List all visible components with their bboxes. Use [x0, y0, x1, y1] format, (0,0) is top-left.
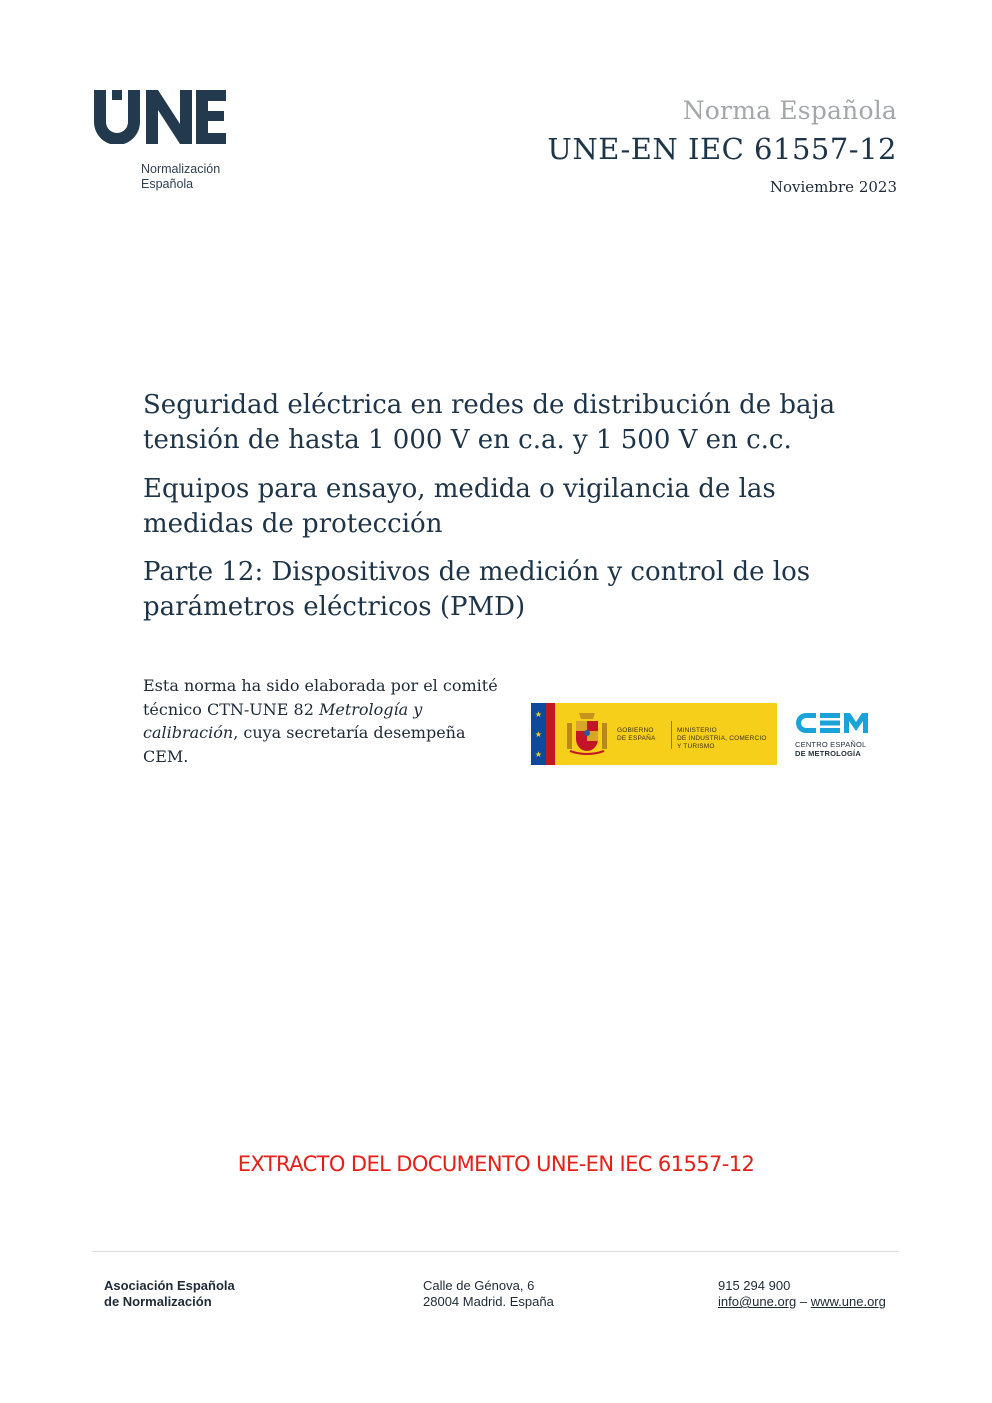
extract-notice: EXTRACTO DEL DOCUMENTO UNE-EN IEC 61557-12 [237, 1152, 755, 1176]
une-subtitle-line1: Normalización [141, 162, 221, 176]
footer-organization [104, 1278, 235, 1310]
ministerio-text [677, 727, 767, 751]
svg-text:★: ★ [534, 710, 543, 719]
cem-logo [790, 703, 885, 765]
footer-org-line1: Asociación Española [104, 1278, 235, 1293]
coat-of-arms-icon [565, 709, 609, 759]
footer-address [423, 1278, 554, 1310]
svg-text:★: ★ [534, 750, 543, 759]
une-wordmark-logo [92, 88, 228, 144]
committee-name: Metrología y calibración [143, 699, 423, 742]
footer-links [718, 1294, 886, 1310]
cem-line1: CENTRO ESPAÑOL [795, 740, 867, 749]
footer-divider [92, 1251, 899, 1252]
footer-email-link[interactable]: info@une.org [718, 1294, 797, 1309]
svg-text:★: ★ [534, 730, 543, 739]
footer-website-link[interactable]: www.une.org [810, 1294, 886, 1309]
eu-stars-icon [531, 703, 546, 765]
gobierno-text [617, 727, 656, 743]
ministerio-line3: Y TURISMO [677, 743, 715, 750]
cem-line2: DE METROLOGÍA [795, 749, 861, 758]
gobierno-logo [531, 703, 777, 765]
gobierno-line2: DE ESPAÑA [617, 735, 656, 742]
document-title: Seguridad eléctrica en redes de distribución de baja tensión de hasta 1 000 V en c.a. y 1 500 V en c.c. [143, 390, 836, 455]
committee-prefix: Esta norma ha sido elaborada por el comité técnico CTN-UNE 82 [143, 676, 498, 719]
committee-suffix: , cuya secretaría desempeña CEM. [143, 723, 466, 766]
une-logo-subtitle [141, 162, 220, 192]
document-subtitle: Equipos para ensayo, medida o vigilancia de las medidas de protección [143, 474, 776, 539]
footer-address-line2: 28004 Madrid. España [423, 1294, 554, 1309]
footer-separator: – [796, 1294, 811, 1309]
spain-flag-stripe [546, 703, 555, 765]
gobierno-divider [671, 721, 672, 749]
footer-org-line2: de Normalización [104, 1294, 212, 1309]
document-part-title: Parte 12: Dispositivos de medición y control de los parámetros eléctricos (PMD) [143, 557, 811, 622]
footer-address-line1: Calle de Génova, 6 [423, 1278, 535, 1293]
committee-note [143, 674, 513, 768]
gobierno-line1: GOBIERNO [617, 727, 654, 734]
norma-label: Norma Española [682, 96, 897, 125]
document-code: UNE-EN IEC 61557-12 [547, 132, 897, 166]
ministerio-line2: DE INDUSTRIA, COMERCIO [677, 735, 767, 742]
une-subtitle-line2: Española [141, 177, 194, 191]
footer-contact [718, 1278, 886, 1310]
une-logo [92, 88, 252, 198]
document-date: Noviembre 2023 [769, 178, 897, 196]
footer-phone: 915 294 900 [718, 1278, 791, 1293]
cem-subtitle [795, 740, 866, 758]
ministerio-line1: MINISTERIO [677, 727, 717, 734]
cem-wordmark-logo [794, 709, 874, 737]
